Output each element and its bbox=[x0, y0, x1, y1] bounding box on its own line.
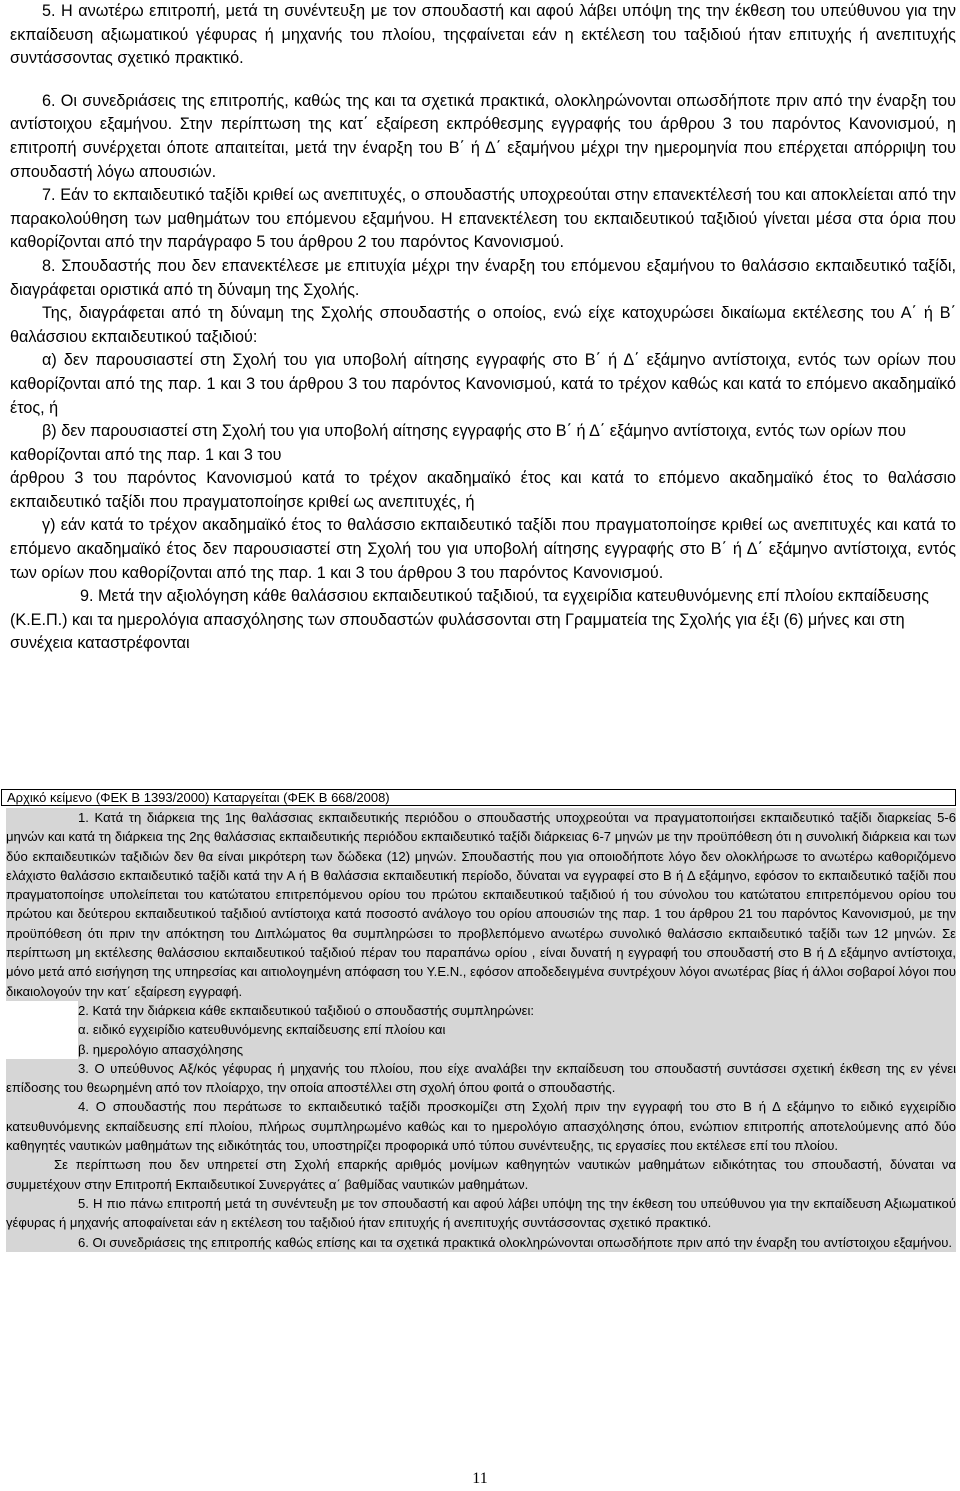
page-number: 11 bbox=[472, 1470, 488, 1487]
original-paragraph-3: 3. Ο υπεύθυνος Αξ/κός γέφυρας ή μηχανής του πλοίου, που είχε αναλάβει την εκπαίδευση του σπουδαστή συντάσσει σχετική έκθεση της εν γένει επίδοσης του θεωρημένη από τον πλοίαρχο, την οποία αποστέλλει στη σχολή όπου φοιτά ο σπουδαστής. bbox=[6, 1060, 956, 1096]
item-b-continued: άρθρου 3 του παρόντος Κανονισμού κατά το τρέχον ακαδημαϊκό έτος και κατά το επόμενο ακαδημαϊκό έτος το θαλάσσιο εκπαιδευτικό ταξίδι που πραγματοποίησε κριθεί ως ανεπιτυχές, ή bbox=[10, 469, 956, 511]
paragraph-8-intro: Της, διαγράφεται από τη δύναμη της Σχολής σπουδαστής ο οποίος, ενώ είχε κατοχυρώσει δικαίωμα εκτέλεσης του Α΄ ή Β΄ θαλάσσιου εκπαιδευτικού ταξιδιού: bbox=[10, 304, 956, 346]
original-paragraph-4: 4. Ο σπουδαστής που περάτωσε το εκπαιδευτικό ταξίδι προσκομίζει στη Σχολή πριν την εγγραφή του στο Β ή Δ εξάμηνο το ειδικό εγχειρίδιο κατευθυνόμενης εκπαίδευσης επί πλοίου, πλήρως συμπληρωμένο καθώς και το ημερολόγιο απασχόλησης όπου, ενώπιον επιτροπής αποτελούμενης από δύο καθηγητές ναυτικών μαθημάτων της ειδικότητάς του, υποστηρίζει προφορικά υπό τύπου συνέντευξης, τις εργασίες που εκτέλεσε επί του πλοίου. bbox=[6, 1099, 956, 1154]
paragraph-5: 5. Η ανωτέρω επιτροπή, μετά τη συνέντευξη με τον σπουδαστή και αφού λάβει υπόψη της την έκθεση του υπεύθυνου για την εκπαίδευση αξιωματικού γέφυρας ή μηχανής του πλοίου, τηςφαίνεται εάν η εκτέλεση του ταξιδιού ήταν επιτυχής ή ανεπιτυχής συντάσσοντας σχετικό πρακτικό. bbox=[10, 2, 956, 68]
original-paragraph-6: 6. Οι συνεδριάσεις της επιτροπής καθώς επίσης και τα σχετικά πρακτικά ολοκληρώνονται οπωσδήποτε πριν από την έναρξη του αντίστοιχου εξαμήνου. bbox=[78, 1234, 953, 1250]
original-item-b: β. ημερολόγιο απασχόλησης bbox=[6, 1040, 956, 1059]
paragraph-9: 9. Μετά την αξιολόγηση κάθε θαλάσσιου εκπαιδευτικού ταξιδιού, τα εγχειρίδια κατευθυνόμενης επί πλοίου εκπαίδευσης (Κ.Ε.Π.) και τα ημερολόγια απασχόλησης των σπουδαστών φυλάσσονται στη Γραμματεία της Σχολής για έξι (6) μήνες και στη συνέχεια καταστρέφονται bbox=[10, 587, 929, 653]
original-item-a: α. ειδικό εγχειρίδιο κατευθυνόμενης εκπαίδευσης επί πλοίου και bbox=[6, 1020, 956, 1039]
original-paragraph-4-note: Σε περίπτωση που δεν υπηρετεί στη Σχολή επαρκής αριθμός μονίμων καθηγητών ναυτικών μαθημάτων ειδικότητας του σπουδαστή, δύναται να συμμετέχουν στην Επιτροπή Εκπαιδευτικοί Συνεργάτες α΄ βαθμίδας ναυτικών μαθημάτων. bbox=[6, 1157, 956, 1192]
paragraph-8: 8. Σπουδαστής που δεν επανεκτέλεσε με επιτυχία μέχρι την έναρξη του επόμενου εξαμήνου το θαλάσσιο εκπαιδευτικό ταξίδι, διαγράφεται οριστικά από τη δύναμη της Σχολής. bbox=[10, 256, 956, 299]
original-paragraph-1: 1. Κατά τη διάρκεια της 1ης θαλάσσιας εκπαιδευτικής περιόδου ο σπουδαστής υποχρεούται να πραγματοποιήσει εκπαιδευτικό ταξίδι διαρκείας 5-6 μηνών και κατά τη διάρκεια της 2ης θαλάσσιας εκπαιδευτικής περιόδου εκπαιδευτικό ταξίδι διάρκειας 6-7 μηνών με την προϋπόθεση ότι η συνολική διάρκεια και των δύο εκπαιδευτικών ταξιδιών δεν θα είναι μικρότερη των δώδεκα (12) μηνών. Σπουδαστής που για οποιοδήποτε λόγο δεν ολοκλήρωσε το ανωτέρω καθοριζόμενο ελάχιστο θαλάσσιο εκπαιδευτικό ταξίδι κατά την Α ή Β θαλάσσια εκπαιδευτική περίοδο, δύναται να εγγραφεί στο Β ή Δ εξάμηνο, εφόσον το εκπαιδευτικό ταξίδι που πραγματοποίησε υπολείπεται του κατώτατου επιτρεπόμενου ορίου του πρώτου εκπαιδευτικού ταξιδιού ή του σύνολου του κατώτατου επιτρεπόμενου ορίου του πρώτου και δεύτερου εκπαιδευτικού ταξιδιού αντίστοιχα κατά ποσοστό ανάλογο του ορίου απουσιών της παρ. 1 του άρθρου 21 του παρόντος Κανονισμού, με την προϋπόθεση ότι πριν την απόκτηση του Διπλώματος θα συμπληρώσει το προβλεπόμενο ανωτέρω συνολικό θαλάσσιο εκπαιδευτικό ταξίδι των 12 μηνών. Σε περίπτωση μη εκτέλεσης θαλάσσιου εκπαιδευτικού ταξιδιού πέραν του παραπάνω ορίου , είναι δυνατή η εγγραφή του σπουδαστή στο Β ή Δ εξάμηνο αντίστοιχα, μόνο μετά από εισήγηση της υπηρεσίας και αιτιολογημένη απόφαση του Υ.Ε.Ν., εφόσον αποδεδειγμένα συντρέχουν λόγοι ανωτέρας βίας ή άλλοι σοβαροί λόγοι που δικαιολογούν την κατ΄ εξαίρεση εγγραφή. bbox=[6, 810, 956, 999]
item-b: β) δεν παρουσιαστεί στη Σχολή του για υποβολή αίτησης εγγραφής στο Β΄ ή Δ΄ εξάμηνο αντίστοιχα, εντός των ορίων που καθορίζονται από της παρ. 1 και 3 του bbox=[10, 422, 906, 464]
paragraph-6: 6. Οι συνεδριάσεις της επιτροπής, καθώς της και τα σχετικά πρακτικά, ολοκληρώνονται οπωσδήποτε πριν από την έναρξη του αντίστοιχου εξαμήνου. Στην περίπτωση της κατ΄ εξαίρεση εκπρόθεσμης εγγραφής του άρθρου 3 του παρόντος Κανονισμού, η επιτροπή συνέρχεται όποτε απαιτείται, μετά την έναρξη του Β΄ ή Δ΄ εξαμήνου μέχρι την ημερομηνία που επέρχεται απόρριψη του σπουδαστή λόγω απουσιών. bbox=[10, 91, 956, 181]
original-paragraph-2: 2. Κατά την διάρκεια κάθε εκπαιδευτικού ταξιδιού ο σπουδαστής συμπληρώνει: bbox=[6, 1001, 956, 1020]
original-text-label: Αρχικό κείμενο (ΦΕΚ Β 1393/2000) Καταργείται (ΦΕΚ Β 668/2008) bbox=[1, 789, 956, 806]
original-paragraph-5: 5. Η πιο πάνω επιτροπή μετά τη συνέντευξη με τον σπουδαστή και αφού λάβει υπόψη της την έκθεση του υπεύθυνου για την εκπαίδευση Αξιωματικού γέφυρας ή μηχανής αποφαίνεται εάν η εκτέλεση του ταξιδιού ήταν επιτυχής ή ανεπιτυχής συντάσσοντας σχετικό πρακτικό. bbox=[6, 1195, 956, 1231]
paragraph-7: 7. Εάν το εκπαιδευτικό ταξίδι κριθεί ως ανεπιτυχές, ο σπουδαστής υποχρεούται στην επανεκτέλεσή του και αποκλείεται από την παρακολούθηση των μαθημάτων του επόμενου εξαμήνου. Η επανεκτέλεση του εκπαιδευτικού ταξιδιού γίνεται μέσα στα όρια που καθορίζονται από την παράγραφο 5 του άρθρου 2 του παρόντος Κανονισμού. bbox=[10, 186, 956, 252]
item-c: γ) εάν κατά το τρέχον ακαδημαϊκό έτος το θαλάσσιο εκπαιδευτικό ταξίδι που πραγματοποίησε κριθεί ως ανεπιτυχές και κατά το επόμενο ακαδημαϊκό έτος δεν παρουσιαστεί στη Σχολή του για υποβολή αίτησης εγγραφής στο Β΄ ή Δ΄ εξάμηνο αντίστοιχα, εντός των ορίων που καθορίζονται από της παρ. 1 και 3 του άρθρου 3 του παρόντος Κανονισμού. bbox=[10, 516, 956, 582]
item-a: α) δεν παρουσιαστεί στη Σχολή του για υποβολή αίτησης εγγραφής στο Β΄ ή Δ΄ εξάμηνο αντίστοιχα, εντός των ορίων που καθορίζονται από της παρ. 1 και 3 του άρθρου 3 του παρόντος Κανονισμού, κατά το τρέχον καθώς και κατά το επόμενο ακαδημαϊκό έτος, ή bbox=[10, 351, 956, 417]
original-text-block bbox=[6, 808, 956, 1252]
amended-text bbox=[10, 0, 956, 656]
